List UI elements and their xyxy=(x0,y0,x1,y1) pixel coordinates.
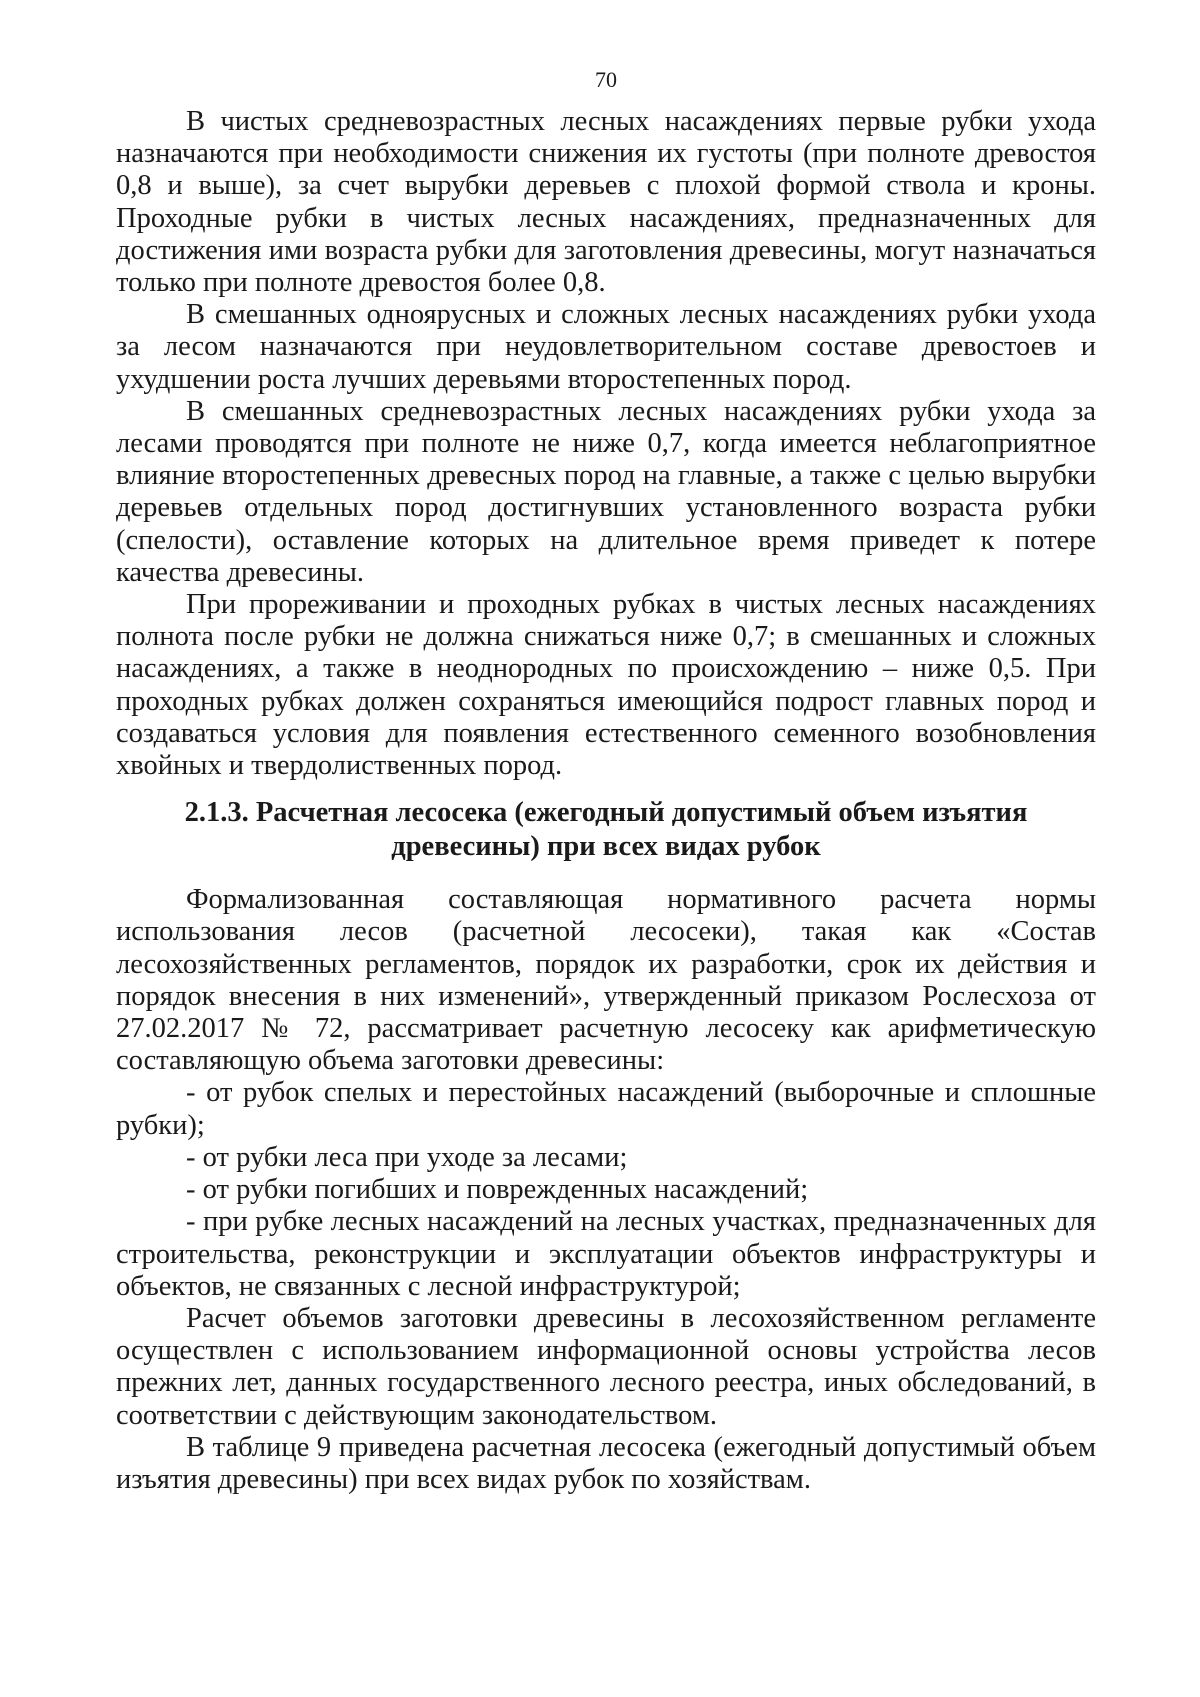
list-item: - от рубки леса при уходе за лесами; xyxy=(186,1141,628,1173)
paragraph-table-reference: В таблице 9 приведена расчетная лесосека (ежегодный допустимый объем изъятия древесины) при всех видах рубок по хозяйствам. xyxy=(116,1431,1096,1495)
paragraph-intro: Формализованная составляющая нормативного расчета нормы использования лесов (расчетной лесосеки), такая как «Состав лесохозяйственных регламентов, порядок их разработки, срок их действия и порядок внесения в них изменений», утвержденный приказом Рослесхоза от 27.02.2017 № 72, рассматривает расчетную лесосеку как арифметическую составляющую объема заготовки древесины: xyxy=(116,884,1096,1077)
paragraph-pure-stands: В чистых средневозрастных лесных насаждениях первые рубки ухода назначаются при необходимости снижения их густоты (при полноте древостоя 0,8 и выше), за счет вырубки деревьев с плохой формой ствола и кроны. Проходные рубки в чистых лесных насаждениях, предназначенных для достижения ими возраста рубки для заготовления древесины, могут назначаться только при полноте древостоя более 0,8. xyxy=(116,106,1096,299)
section-heading xyxy=(116,796,1096,864)
paragraph-mixed-single-tier: В смешанных одноярусных и сложных лесных насаждениях рубки ухода за лесом назначаются при неудовлетворительном составе древостоев и ухудшении роста лучших деревьями второстепенных пород. xyxy=(116,299,1096,395)
paragraph-calculation-basis: Расчет объемов заготовки древесины в лесохозяйственном регламенте осуществлен с использованием информационной основы устройства лесов прежних лет, данных государственного лесного реестра, иных обследований, в соответствии с действующим законодательством. xyxy=(116,1302,1096,1431)
list-item: - от рубок спелых и перестойных насаждений (выборочные и сплошные рубки); xyxy=(116,1077,1096,1141)
list-item: - от рубки погибших и поврежденных насаждений; xyxy=(186,1174,809,1206)
list-item: - при рубке лесных насаждений на лесных участках, предназначенных для строительства, реконструкции и эксплуатации объектов инфраструктуры и объектов, не связанных с лесной инфраструктурой; xyxy=(116,1206,1096,1302)
section-heading-line-1: 2.1.3. Расчетная лесосека (ежегодный допустимый объем изъятия xyxy=(184,797,1028,829)
document-page xyxy=(116,66,1096,1496)
section-heading-line-2: древесины) при всех видах рубок xyxy=(391,831,821,863)
paragraph-thinning: При прореживании и проходных рубках в чистых лесных насаждениях полнота после рубки не должна снижаться ниже 0,7; в смешанных и сложных насаждениях, а также в неоднородных по происхождению – ниже 0,5. При проходных рубках должен сохраняться имеющийся подрост главных пород и создаваться условия для появления естественного семенного возобновления хвойных и твердолиственных пород. xyxy=(116,589,1096,782)
page-number: 70 xyxy=(595,67,617,92)
paragraph-mixed-middle-aged: В смешанных средневозрастных лесных насаждениях рубки ухода за лесами проводятся при полноте не ниже 0,7, когда имеется неблагоприятное влияние второстепенных древесных пород на главные, а также с целью вырубки деревьев отдельных пород достигнувших установленного возраста рубки (спелости), оставление которых на длительное время приведет к потере качества древесины. xyxy=(116,395,1096,588)
